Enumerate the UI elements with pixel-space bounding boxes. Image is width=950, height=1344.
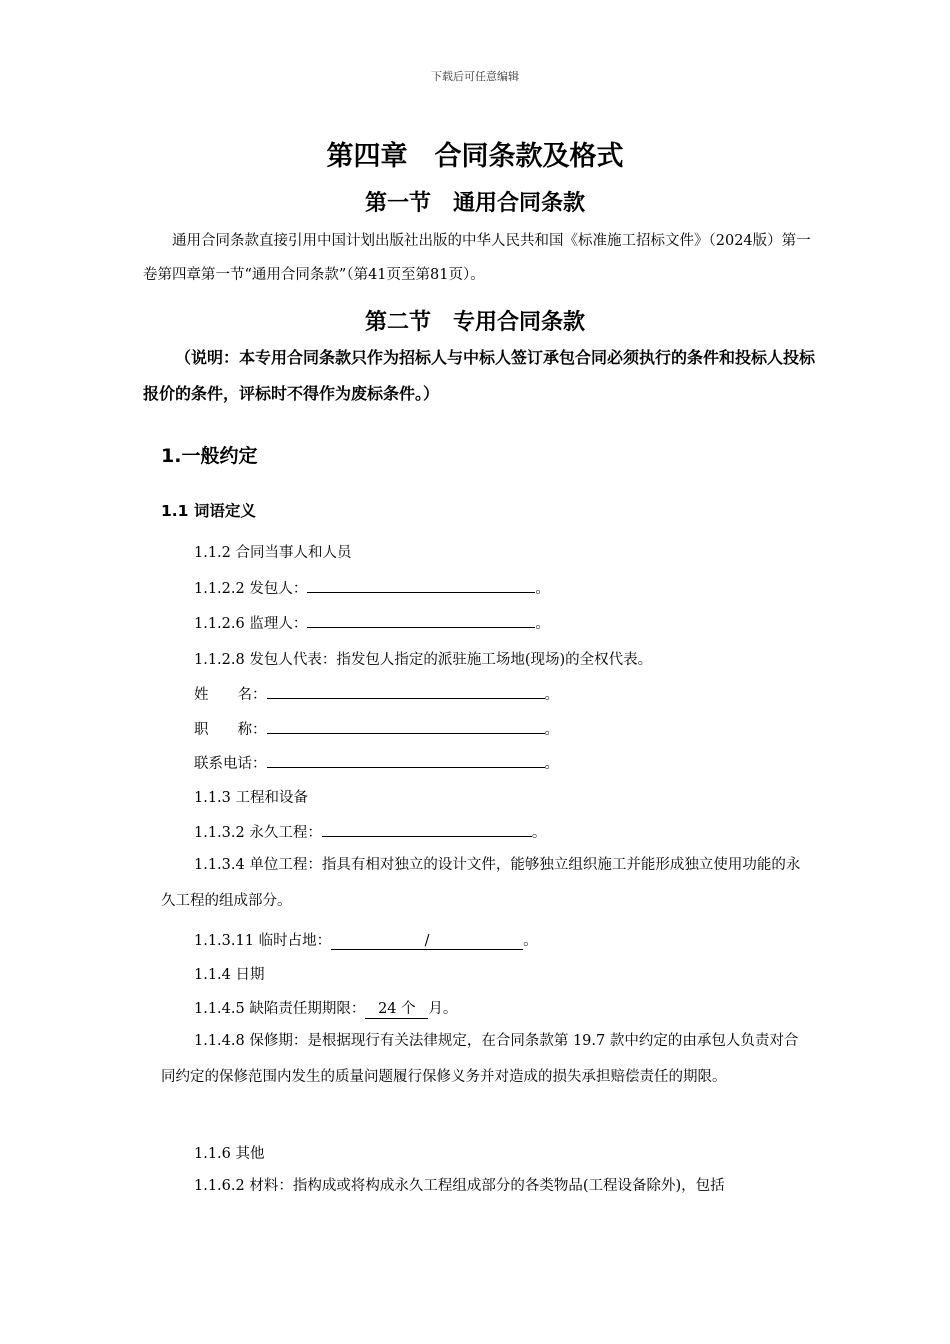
defects-period-value[interactable]: 24 个 — [365, 997, 428, 1019]
item-1-1-4-8: 1.1.4.8 保修期：是根据现行有关法律规定，在合同条款第 19.7 款中约定的由承包人负责对合同约定的保修范围内发生的质量问题履行保修义务并对造成的损失承担赔偿责任的期限。 — [161, 1033, 799, 1085]
phone-label: 联系电话： — [194, 756, 267, 772]
item-1-1-4-5 — [194, 997, 457, 1019]
defects-period-label: 1.1.4.5 缺陷责任期期限： — [194, 1001, 366, 1017]
section1-title: 第一节 通用合同条款 — [364, 191, 585, 216]
supervisor-label: 1.1.2.6 监理人： — [194, 616, 308, 632]
section2-note: （说明：本专用合同条款只作为招标人与中标人签订承包合同必须执行的条件和投标人投标报价的条件，评标时不得作为废标条件。） — [143, 348, 816, 403]
item-1-1-3-4: 1.1.3.4 单位工程：指具有相对独立的设计文件，能够独立组织施工并能形成独立使用功能的永久工程的组成部分。 — [161, 857, 801, 909]
representative-title-row — [194, 718, 559, 739]
period: 。 — [535, 616, 550, 632]
period: 。 — [535, 581, 550, 597]
item-1-1-2-2 — [194, 577, 550, 598]
period: 。 — [531, 825, 547, 841]
representative-name-row — [194, 683, 559, 704]
employer-label: 1.1.2.2 发包人： — [194, 581, 308, 597]
name-blank[interactable] — [267, 684, 545, 699]
item-1-1-2-6 — [194, 612, 550, 633]
supervisor-blank[interactable] — [307, 613, 535, 628]
title-label: 职 称： — [194, 722, 267, 738]
temporary-land-value[interactable]: / — [331, 933, 523, 950]
item-1-1-4: 1.1.4 日期 — [194, 967, 265, 983]
item-1-1-2-8: 1.1.2.8 发包人代表：指发包人指定的派驻施工场地(现场)的全权代表。 — [194, 652, 653, 668]
employer-blank[interactable] — [307, 578, 535, 593]
name-label: 姓 名： — [194, 687, 267, 703]
item-1-1-3-2 — [194, 821, 546, 842]
section1-body: 通用合同条款直接引用中国计划出版社出版的中华人民共和国《标准施工招标文件》（2024版）第一卷第四章第一节“通用合同条款”（第41页至第81页）。 — [143, 233, 811, 283]
permanent-works-label: 1.1.3.2 永久工程： — [194, 825, 322, 841]
period: 。 — [544, 687, 559, 703]
item-1-1-6-2: 1.1.6.2 材料：指构成或将构成永久工程组成部分的各类物品(工程设备除外)，包括 — [194, 1178, 725, 1194]
section2-title: 第二节 专用合同条款 — [364, 310, 585, 335]
period: 。 — [544, 722, 559, 738]
permanent-works-blank[interactable] — [322, 822, 532, 837]
item-1-1-6: 1.1.6 其他 — [194, 1146, 265, 1162]
chapter-title: 第四章 合同条款及格式 — [326, 141, 624, 172]
period: 。 — [544, 756, 559, 772]
phone-blank[interactable] — [267, 753, 545, 768]
general-heading: 1.一般约定 — [161, 445, 258, 467]
item-1-1-2: 1.1.2 合同当事人和人员 — [194, 545, 352, 561]
temporary-land-label: 1.1.3.11 临时占地： — [194, 933, 332, 949]
representative-phone-row — [194, 752, 559, 773]
definitions-heading: 1.1 词语定义 — [161, 502, 256, 520]
period: 。 — [523, 933, 538, 949]
title-blank[interactable] — [267, 719, 545, 734]
defects-period-unit: 月。 — [428, 1001, 458, 1017]
item-1-1-3-11 — [194, 929, 538, 950]
header-note: 下载后可任意编辑 — [431, 70, 519, 83]
item-1-1-3: 1.1.3 工程和设备 — [194, 790, 309, 806]
